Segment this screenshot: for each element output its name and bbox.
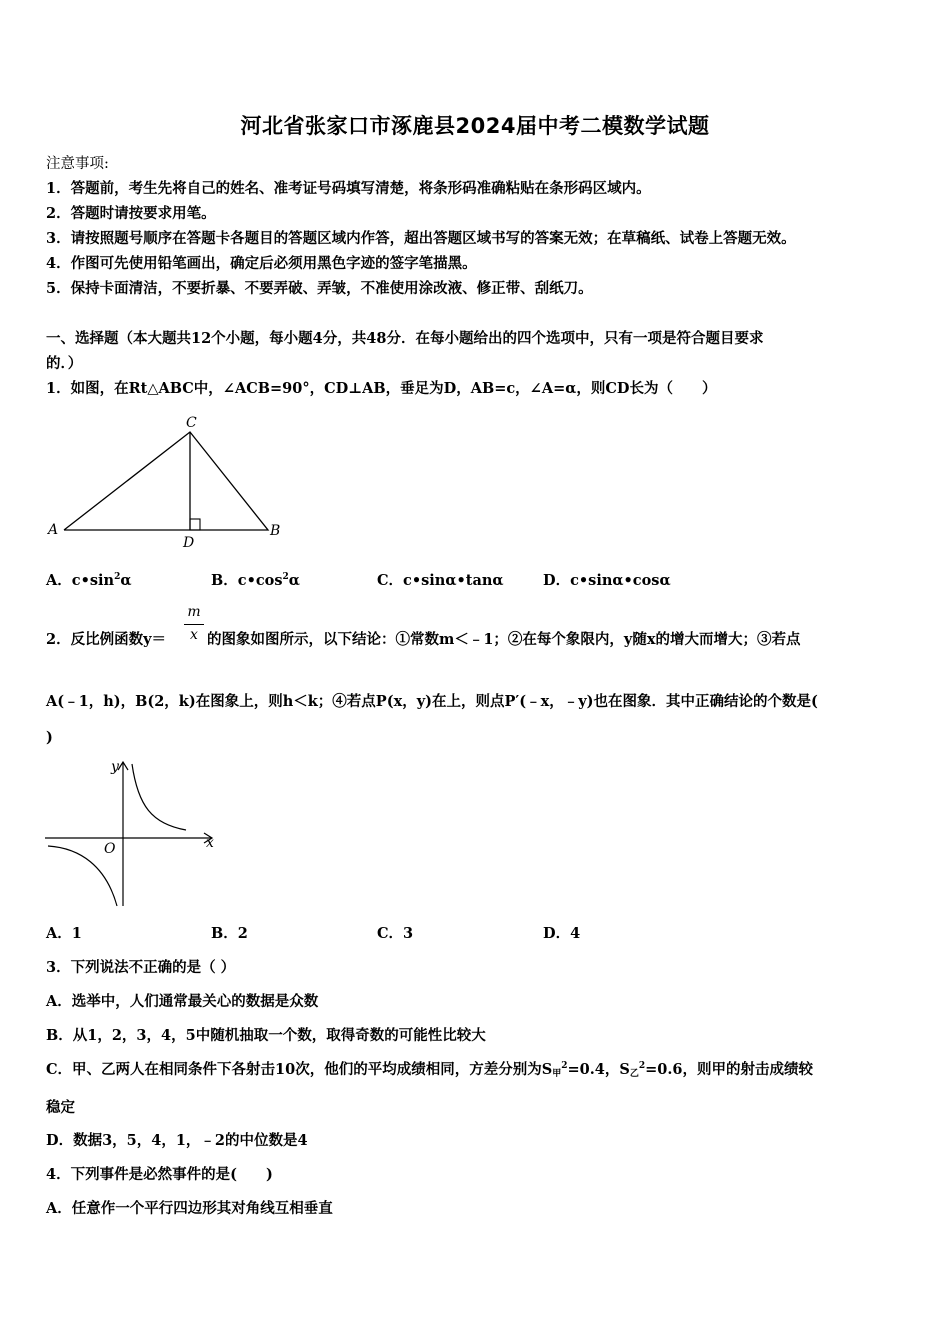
right-angle-mark [190,519,200,530]
q3-option-a[interactable]: A．选举中，人们通常最关心的数据是众数 [46,993,319,1010]
q3-option-d[interactable]: D．数据3，5，4，1，﹣2的中位数是4 [46,1132,308,1149]
note-item-4: 4．作图可先使用铅笔画出，确定后必须用黑色字迹的签字笔描黑。 [46,255,477,272]
question-2-stem-post: 的图象如图所示，以下结论：①常数m＜﹣1；②在每个象限内，y随x的增大而增大；③若点 [207,631,801,648]
q3-option-c[interactable]: C．甲、乙两人在相同条件下各射击10次，他们的平均成绩相同，方差分别为$S_甲^2=0.4$，$S_乙^2=0.6$，则甲的射击成绩较 [46,1061,813,1079]
question-2-stem-pre: 2．反比例函数y＝ [46,631,167,648]
question-2-line2: A(﹣1，h)，B(2，k)在图象上，则h＜k；④若点P(x，y)在上，则点P′(﹣x，﹣y)也在图象．其中正确结论的个数是( [46,693,818,710]
q2-option-d[interactable]: D．4 [543,925,581,942]
notes-heading: 注意事项: [46,156,109,172]
question-4-stem: 4．下列事件是必然事件的是( ) [46,1166,273,1183]
label-c: C [186,415,197,431]
label-y-axis: y [111,759,119,775]
note-item-5: 5．保持卡面清洁，不要折暴、不要弄破、弄皱，不准使用涂改液、修正带、刮纸刀。 [46,280,593,297]
question-1-stem: 1．如图，在Rt△ABC中，∠ACB=90°，CD⊥AB，垂足为D，AB=c，∠A=α，则CD长为（ ） [46,380,717,397]
fraction-bar [184,624,204,625]
q2-option-c[interactable]: C．3 [377,925,414,942]
section-heading-line2: 的．） [46,355,83,372]
q1-option-d[interactable]: D．c•sinα•cosα [543,572,671,589]
q1-option-b[interactable]: B．$c•\cos^2\alpha$ [211,572,300,589]
page-title: 河北省张家口市涿鹿县2024届中考二模数学试题 [240,114,710,138]
q2-option-b[interactable]: B．2 [211,925,248,942]
fraction-denominator: x [190,627,198,643]
q1-option-c[interactable]: C．c•sinα•tanα [377,572,504,589]
q4-option-a[interactable]: A．任意作一个平行四边形其对角线互相垂直 [46,1200,333,1217]
q2-option-a[interactable]: A．1 [46,925,82,942]
label-a: A [48,522,59,538]
triangle-figure [40,412,300,552]
q1-option-a[interactable]: A．$c•\sin^2\alpha$ [46,572,132,589]
triangle-abc [64,432,268,530]
fraction-m-over-x [184,604,204,643]
question-2-line3: ) [46,729,53,746]
label-d: D [183,535,195,551]
fraction-numerator: m [187,604,201,620]
hyperbola-branch-first-quadrant [132,764,186,830]
q3-option-c-line2: 稳定 [46,1099,75,1116]
question-3-stem: 3．下列说法不正确的是（ ） [46,959,236,976]
label-origin: O [104,841,116,857]
section-heading-line1: 一、选择题（本大题共12个小题，每小题4分，共48分．在每小题给出的四个选项中，只有一项是符合题目要求 [46,330,764,347]
note-item-3: 3．请按照题号顺序在答题卡各题目的答题区域内作答，超出答题区域书写的答案无效；在草稿纸、试卷上答题无效。 [46,230,796,247]
hyperbola-graph [40,756,230,911]
q3-option-b[interactable]: B．从1，2，3，4，5中随机抽取一个数，取得奇数的可能性比较大 [46,1027,486,1044]
label-b: B [270,523,281,539]
note-item-1: 1．答题前，考生先将自己的姓名、准考证号码填写清楚，将条形码准确粘贴在条形码区域内。 [46,180,651,197]
label-x-axis: x [206,835,214,851]
note-item-2: 2．答题时请按要求用笔。 [46,205,216,222]
